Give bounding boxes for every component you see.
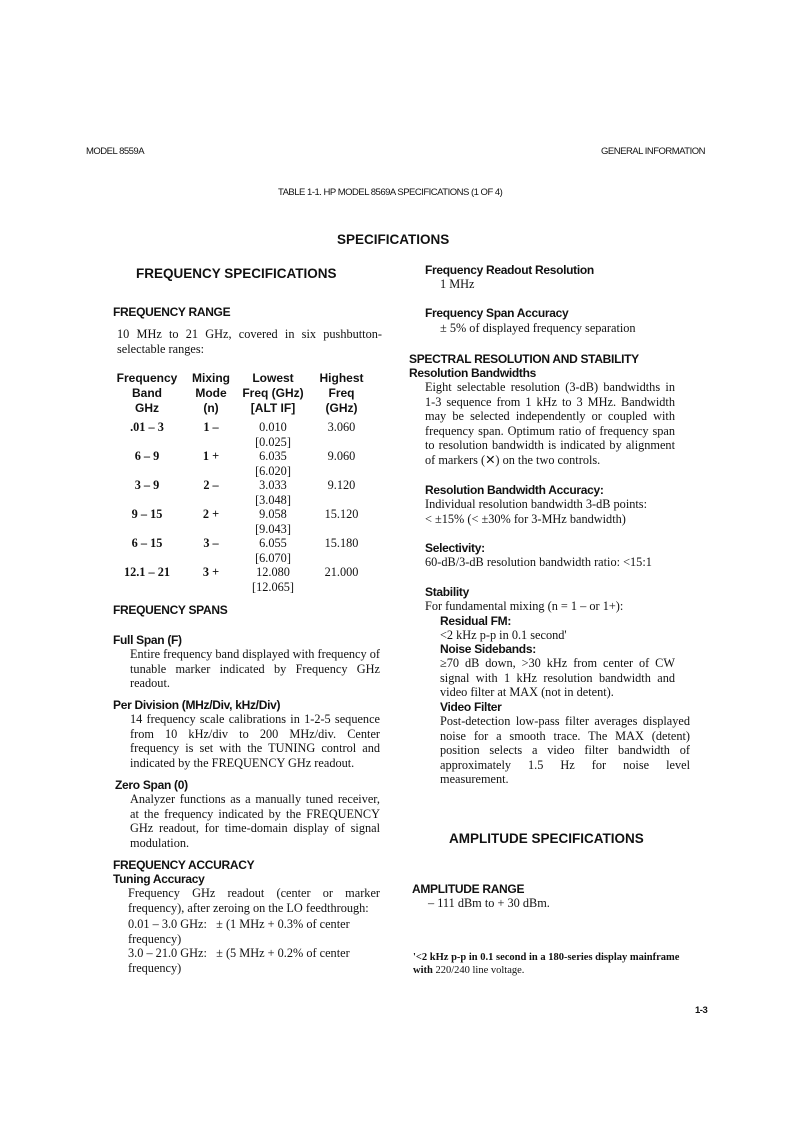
full-span-heading: Full Span (F) bbox=[113, 633, 182, 647]
selectivity-heading: Selectivity: bbox=[425, 541, 485, 555]
header-model: MODEL 8559A bbox=[86, 146, 145, 157]
band-cell: 12.1 – 21 bbox=[123, 565, 171, 579]
table-caption: TABLE 1-1. HP MODEL 8569A SPECIFICATIONS (1 OF 4) bbox=[278, 187, 503, 198]
band-cell: .01 – 3 bbox=[130, 420, 164, 434]
highest-freq-cell: 9.060 bbox=[327, 449, 356, 463]
spectral-heading: SPECTRAL RESOLUTION AND STABILITY bbox=[409, 352, 639, 366]
readout-resolution-heading: Frequency Readout Resolution bbox=[425, 263, 594, 277]
col-header-mode: Mixing Mode (n) bbox=[192, 371, 230, 415]
band-cell: 6 – 9 bbox=[134, 449, 160, 463]
page-number: 1-3 bbox=[695, 1005, 708, 1016]
amplitude-range-heading: AMPLITUDE RANGE bbox=[412, 882, 525, 896]
full-span-text: Entire frequency band displayed with frequency of tunable marker indicated by Frequency GHz readout. bbox=[130, 647, 380, 690]
highest-freq-cell: 15.120 bbox=[324, 507, 359, 521]
noise-sidebands-heading: Noise Sidebands: bbox=[440, 642, 536, 656]
tuning-accuracy-line-1: 0.01 – 3.0 GHz: ± (1 MHz + 0.3% of center frequency) bbox=[128, 917, 350, 946]
freq-spans-heading: FREQUENCY SPANS bbox=[113, 603, 228, 617]
col-header-highest: Highest Freq (GHz) bbox=[319, 371, 364, 415]
lowest-freq-cell: 12.080 [12.065] bbox=[251, 565, 294, 594]
mode-cell: 3 – bbox=[203, 536, 219, 550]
freq-specs-heading: FREQUENCY SPECIFICATIONS bbox=[136, 266, 337, 281]
tuning-accuracy-heading: Tuning Accuracy bbox=[113, 872, 205, 886]
lowest-freq-cell: 3.033 [3.048] bbox=[255, 478, 291, 507]
lowest-freq-cell: 6.055 [6.070] bbox=[255, 536, 291, 565]
header-section: GENERAL INFORMATION bbox=[601, 146, 705, 157]
band-cell: 6 – 15 bbox=[131, 536, 163, 550]
table-row bbox=[108, 478, 373, 507]
stability-text: For fundamental mixing (n = 1 – or 1+): bbox=[425, 599, 624, 613]
highest-freq-cell: 15.180 bbox=[324, 536, 359, 550]
band-cell: 9 – 15 bbox=[131, 507, 163, 521]
video-filter-text: Post-detection low-pass filter averages displayed noise for a smooth trace. The MAX (detent) position selects a video filter bandwidth of approximately 1.5 Hz for noise level measurement. bbox=[440, 714, 690, 786]
lowest-freq-cell: 9.058 [9.043] bbox=[255, 507, 291, 536]
footnote: '<2 kHz p-p in 0.1 second in a 180-series display mainframe with 220/240 line voltage. bbox=[413, 952, 680, 976]
lowest-freq-cell: 6.035 [6.020] bbox=[255, 449, 291, 478]
lowest-freq-cell: 0.010 [0.025] bbox=[255, 420, 291, 449]
table-row bbox=[108, 507, 373, 536]
page-title: SPECIFICATIONS bbox=[337, 232, 450, 247]
noise-sidebands-text: ≥70 dB down, >30 kHz from center of CW signal with 1 kHz resolution bandwidth and video filter at MAX (not in detent). bbox=[440, 656, 675, 699]
highest-freq-cell: 3.060 bbox=[327, 420, 356, 434]
rbw-accuracy-heading: Resolution Bandwidth Accuracy: bbox=[425, 483, 604, 497]
table-row bbox=[108, 536, 373, 565]
amplitude-range-text: – 111 dBm to + 30 dBm. bbox=[428, 896, 550, 910]
per-division-text: 14 frequency scale calibrations in 1-2-5 sequence from 10 kHz/div to 200 MHz/div. Center frequency is set with the TUNING control and indicated by the FREQUENCY GHz readout. bbox=[130, 712, 380, 770]
freq-range-text: 10 MHz to 21 GHz, covered in six pushbutton-selectable ranges: bbox=[117, 327, 382, 356]
mode-cell: 2 + bbox=[202, 507, 220, 521]
resolution-bandwidths-text: Eight selectable resolution (3-dB) bandwidths in 1-3 sequence from 1 kHz to 3 MHz. Bandwidth may be selected independently or coupled with frequency span. Optimum ratio of frequency span to resolution bandwidth is indicated by alignment of markers (✕) on the two controls. bbox=[425, 380, 675, 467]
zero-span-heading: Zero Span (0) bbox=[115, 778, 188, 792]
mode-cell: 1 + bbox=[202, 449, 220, 463]
mode-cell: 1 – bbox=[203, 420, 219, 434]
col-header-lowest: Lowest Freq (GHz) [ALT IF] bbox=[242, 371, 304, 415]
zero-span-text: Analyzer functions as a manually tuned receiver, at the frequency indicated by the FREQUENCY GHz readout, for time-domain display of signal modulation. bbox=[130, 792, 380, 850]
rbw-accuracy-text-1: Individual resolution bandwidth 3-dB points: bbox=[425, 497, 648, 511]
band-cell: 3 – 9 bbox=[134, 478, 160, 492]
rbw-accuracy-text-2: < ±15% (< ±30% for 3-MHz bandwidth) bbox=[425, 512, 626, 526]
per-division-heading: Per Division (MHz/Div, kHz/Div) bbox=[113, 698, 281, 712]
tuning-accuracy-text: Frequency GHz readout (center or marker frequency), after zeroing on the LO feedthrough: bbox=[128, 886, 380, 915]
amplitude-specs-heading: AMPLITUDE SPECIFICATIONS bbox=[449, 831, 644, 846]
highest-freq-cell: 21.000 bbox=[324, 565, 359, 579]
frequency-band-table bbox=[108, 371, 373, 594]
selectivity-text: 60-dB/3-dB resolution bandwidth ratio: <15:1 bbox=[425, 555, 652, 569]
table-row bbox=[108, 449, 373, 478]
residual-fm-heading: Residual FM: bbox=[440, 614, 512, 628]
residual-fm-text: <2 kHz p-p in 0.1 second' bbox=[440, 628, 567, 642]
readout-resolution-text: 1 MHz bbox=[440, 277, 475, 291]
span-accuracy-heading: Frequency Span Accuracy bbox=[425, 306, 569, 320]
col-header-band: Frequency Band GHz bbox=[116, 371, 178, 415]
mode-cell: 2 – bbox=[203, 478, 219, 492]
freq-range-heading: FREQUENCY RANGE bbox=[113, 305, 231, 319]
resolution-bandwidths-heading: Resolution Bandwidths bbox=[409, 366, 537, 380]
table-row bbox=[108, 565, 373, 594]
span-accuracy-text: ± 5% of displayed frequency separation bbox=[440, 321, 636, 335]
stability-heading: Stability bbox=[425, 585, 469, 599]
tuning-accuracy-line-2: 3.0 – 21.0 GHz: ± (5 MHz + 0.2% of center frequency) bbox=[128, 946, 350, 975]
highest-freq-cell: 9.120 bbox=[327, 478, 356, 492]
video-filter-heading: Video Filter bbox=[440, 700, 502, 714]
mode-cell: 3 + bbox=[202, 565, 220, 579]
freq-accuracy-heading: FREQUENCY ACCURACY bbox=[113, 858, 255, 872]
table-row bbox=[108, 420, 373, 449]
